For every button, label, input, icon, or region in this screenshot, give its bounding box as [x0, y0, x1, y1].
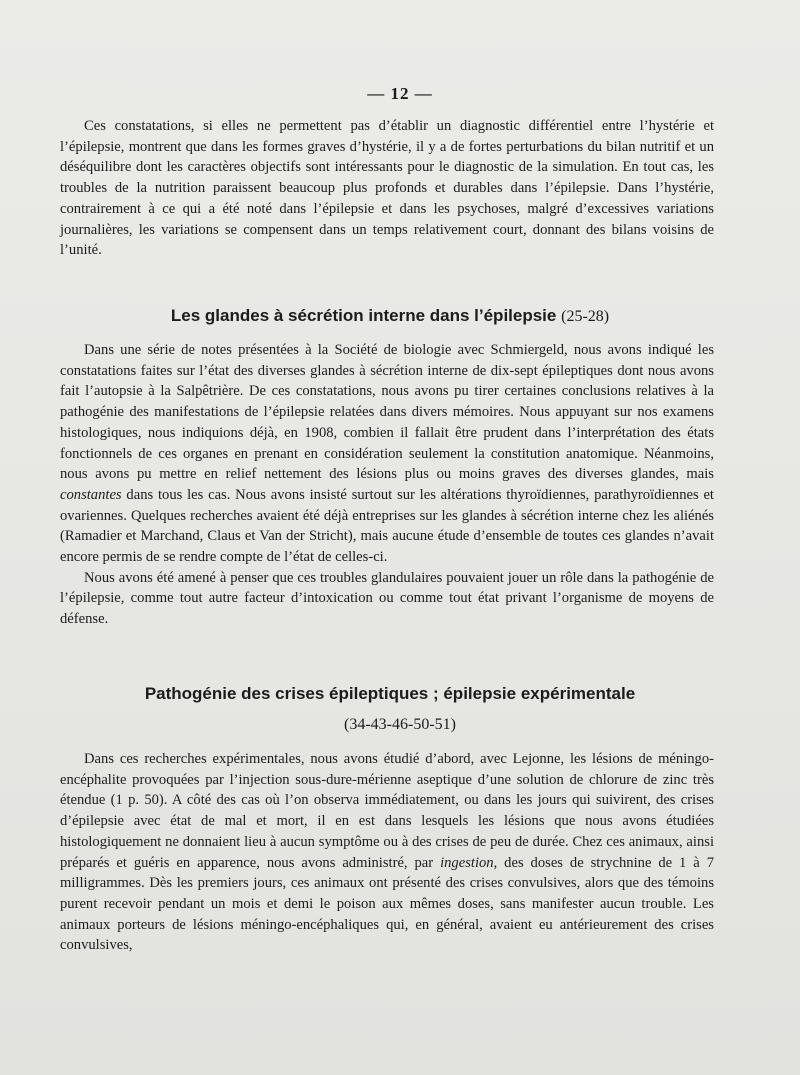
section-heading-pathogenie: [40, 684, 740, 704]
page-number: — 12 —: [367, 84, 433, 103]
intro-paragraph-block: [60, 116, 714, 261]
glandes-section-body: [60, 340, 714, 630]
section-reference: (34-43-46-50-51): [344, 716, 456, 733]
section-reference: (25-28): [561, 308, 610, 325]
text-run: dans tous les cas. Nous avons insisté surtout sur les altérations thyroïdiennes, parathyroïdiennes et ovariennes. Quelques recherches avaient été déjà entreprises sur les glandes à sécrétion interne chez les aliénés (Ramadier et Marchand, Claus et Van der Stricht), mais aucune étude d’ensemble de toutes ces glandes n’avait encore permis de se rendre compte de l’état de celles-ci.: [60, 486, 714, 566]
text-run: Dans ces recherches expérimentales, nous avons étudié d’abord, avec Lejonne, les lésions de méningo-encéphalite provoquées par l’injection sous-dure-mérienne aseptique d’une solution de chlorure de zinc très étendue (1 p. 50). A côté des cas où l’on observa immédiatement, ou dans les jours qui suivirent, des crises d’épilepsie avec état de mal et mort, il en est dans lesquels les lésions que nous avons étudiées histologiquement ne donnaient lieu à aucun symptôme ou à des crises de peu de durée. Chez ces animaux, ainsi préparés et guéris en apparence, nous avons administré, par: [60, 751, 714, 871]
text-run: Dans une série de notes présentées à la Société de biologie avec Schmiergeld, nous avons indiqué les constatations faites sur l’état des diverses glandes à sécrétion interne de dix-sept épileptiques dont nous avons fait l’autopsie à la Salpêtrière. De ces constatations, nous avons pu tirer certaines conclusions relatives à la pathogénie des manifestations de l’épilepsie relatées dans divers mémoires. Nous appuyant sur nos examens histologiques, nous indiquions déjà, en 1908, combien il fallait être prudent dans l’interprétation des états fonctionnels de ces organes en prenant en considération seulement la constitution anatomique. Néanmoins, nous avons pu mettre en relief nettement des lésions plus ou moins graves des diverses glandes, mais: [60, 342, 714, 483]
body-paragraph: [60, 340, 714, 568]
pathogenie-section-body: [60, 749, 714, 956]
body-paragraph: [60, 749, 714, 956]
intro-paragraph: Ces constatations, si elles ne permettent pas d’établir un diagnostic différentiel entre l’hystérie et l’épilepsie, montrent que dans les formes graves d’hystérie, il y a de fortes perturbations du bilan nutritif et un déséquilibre dont les caractères objectifs sont intéressants pour le diagnostic de la simulation. En tout cas, les troubles de la nutrition paraissent beaucoup plus profonds et durables dans l’épilepsie. Dans l’hystérie, contrairement à ce qui a été noté dans l’épilepsie et dans les psychoses, malgré d’excessives variations journalières, les variations se compensent dans un temps relativement court, donnant des bilans voisins de l’unité.: [60, 118, 714, 259]
emphasis-text: ingestion: [440, 854, 494, 871]
text-run: , des doses de strychnine de 1 à 7 milligrammes. Dès les premiers jours, ces animaux ont présenté des crises convulsives, alors que des témoins purent recevoir pendant un mois et demi le poison aux mêmes doses, sans manifester aucun trouble. Les animaux porteurs de lésions méningo-encéphaliques qui, en général, avaient eu antérieurement des crises convulsives,: [60, 854, 714, 954]
section-heading-glandes: [40, 306, 740, 326]
section-title: Pathogénie des crises épileptiques ; épilepsie expérimentale: [144, 684, 636, 703]
section-title: Les glandes à sécrétion interne dans l’épilepsie: [170, 306, 557, 325]
emphasis-text: constantes: [60, 486, 122, 503]
body-paragraph: Nous avons été amené à penser que ces troubles glandulaires pouvaient jouer un rôle dans la pathogénie de l’épilepsie, comme tout autre facteur d’intoxication ou comme tout état privant l’organisme de moyens de défense.: [60, 569, 714, 628]
